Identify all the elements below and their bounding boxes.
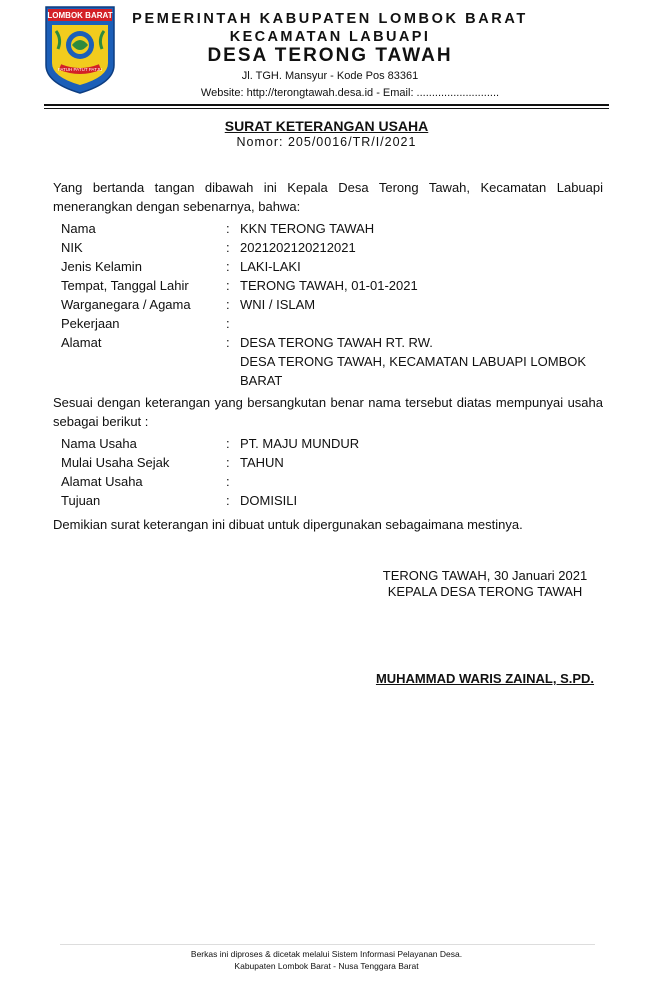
field-label: Mulai Usaha Sejak [61,455,170,470]
document-number: Nomor: 205/0016/TR/I/2021 [236,135,417,149]
address-line: DESA TERONG TAWAH RT. RW. [240,335,433,350]
business-details [61,434,606,510]
field-value: LAKI-LAKI [240,259,301,274]
signature-place-date: TERONG TAWAH, 30 Januari 2021 [382,568,588,583]
intro-paragraph: Yang bertanda tangan dibawah ini Kepala Desa Terong Tawah, Kecamatan Labuapi menerangkan dengan sebenarnya, bahwa: [53,180,603,214]
field-label: Tujuan [61,493,101,508]
field-label: Alamat Usaha [61,474,143,489]
business-intro-paragraph: Sesuai dengan keterangan yang bersangkutan benar nama tersebut diatas mempunyai usaha sebagai berikut : [53,395,603,429]
regency-emblem-icon [44,5,116,95]
header-government: PEMERINTAH KABUPATEN LOMBOK BARAT [132,11,528,27]
field-value: PT. MAJU MUNDUR [240,436,360,451]
document-title-text: SURAT KETERANGAN USAHA [224,118,429,134]
field-label: Pekerjaan [61,316,120,331]
field-value: TAHUN [240,455,284,470]
field-label: Nama [61,221,96,236]
field-value: 2021202120212021 [240,240,356,255]
field-value-address [240,333,606,390]
field-label: Nama Usaha [61,436,137,451]
closing-paragraph: Demikian surat keterangan ini dibuat untuk dipergunakan sebagaimana mestinya. [53,517,523,532]
document-title [0,118,653,134]
person-details [61,219,606,390]
header-divider-thin [44,108,609,109]
field-row: Tempat, Tanggal Lahir : TERONG TAWAH, 01-01-2021 [61,276,606,295]
field-value: TERONG TAWAH, 01-01-2021 [240,278,418,293]
footer-system-note: Berkas ini diproses & dicetak melalui Sistem Informasi Pelayanan Desa. [190,949,463,959]
header-address: Jl. TGH. Mansyur - Kode Pos 83361 [241,70,419,82]
field-row: Alamat Usaha : [61,472,606,491]
field-value: DOMISILI [240,493,298,508]
field-label: Tempat, Tanggal Lahir [61,278,189,293]
address-line: BARAT [240,373,283,388]
field-row: Alamat : DESA TERONG TAWAH RT. RW. DESA TERONG TAWAH, KECAMATAN LABUAPI LOMBOK BARAT [61,333,606,390]
field-row: NIK : 2021202120212021 [61,238,606,257]
field-value [240,472,606,491]
field-value: KKN TERONG TAWAH [240,221,375,236]
field-label: Alamat [61,335,102,350]
field-label: Warganegara / Agama [61,297,191,312]
field-row: Tujuan : DOMISILI [61,491,606,510]
footer-region: Kabupaten Lombok Barat - Nusa Tenggara Barat [234,961,419,971]
field-row: Warganegara / Agama : WNI / ISLAM [61,295,606,314]
logo-motto-text: PATUH PATUT PATJU [57,67,103,72]
signature-name [340,671,630,686]
signature-name-text: MUHAMMAD WARIS ZAINAL, S.PD. [375,671,595,686]
header-district: KECAMATAN LABUAPI [229,29,431,45]
field-label: Jenis Kelamin [61,259,142,274]
field-row: Jenis Kelamin : LAKI-LAKI [61,257,606,276]
signature-position: KEPALA DESA TERONG TAWAH [387,584,583,599]
header-village: DESA TERONG TAWAH [207,45,453,66]
logo-banner-text: LOMBOK BARAT [47,11,113,20]
field-value: WNI / ISLAM [240,297,316,312]
footer-divider [60,944,595,945]
field-value [240,314,606,333]
field-row: Mulai Usaha Sejak : TAHUN [61,453,606,472]
address-line: DESA TERONG TAWAH, KECAMATAN LABUAPI LOMBOK [240,354,587,369]
field-row: Nama : KKN TERONG TAWAH [61,219,606,238]
field-row: Pekerjaan : [61,314,606,333]
field-label: NIK [61,240,83,255]
header-contact: Website: http://terongtawah.desa.id - Email: ........................... [200,87,500,99]
field-row: Nama Usaha : PT. MAJU MUNDUR [61,434,606,453]
header-divider-thick [44,104,609,106]
